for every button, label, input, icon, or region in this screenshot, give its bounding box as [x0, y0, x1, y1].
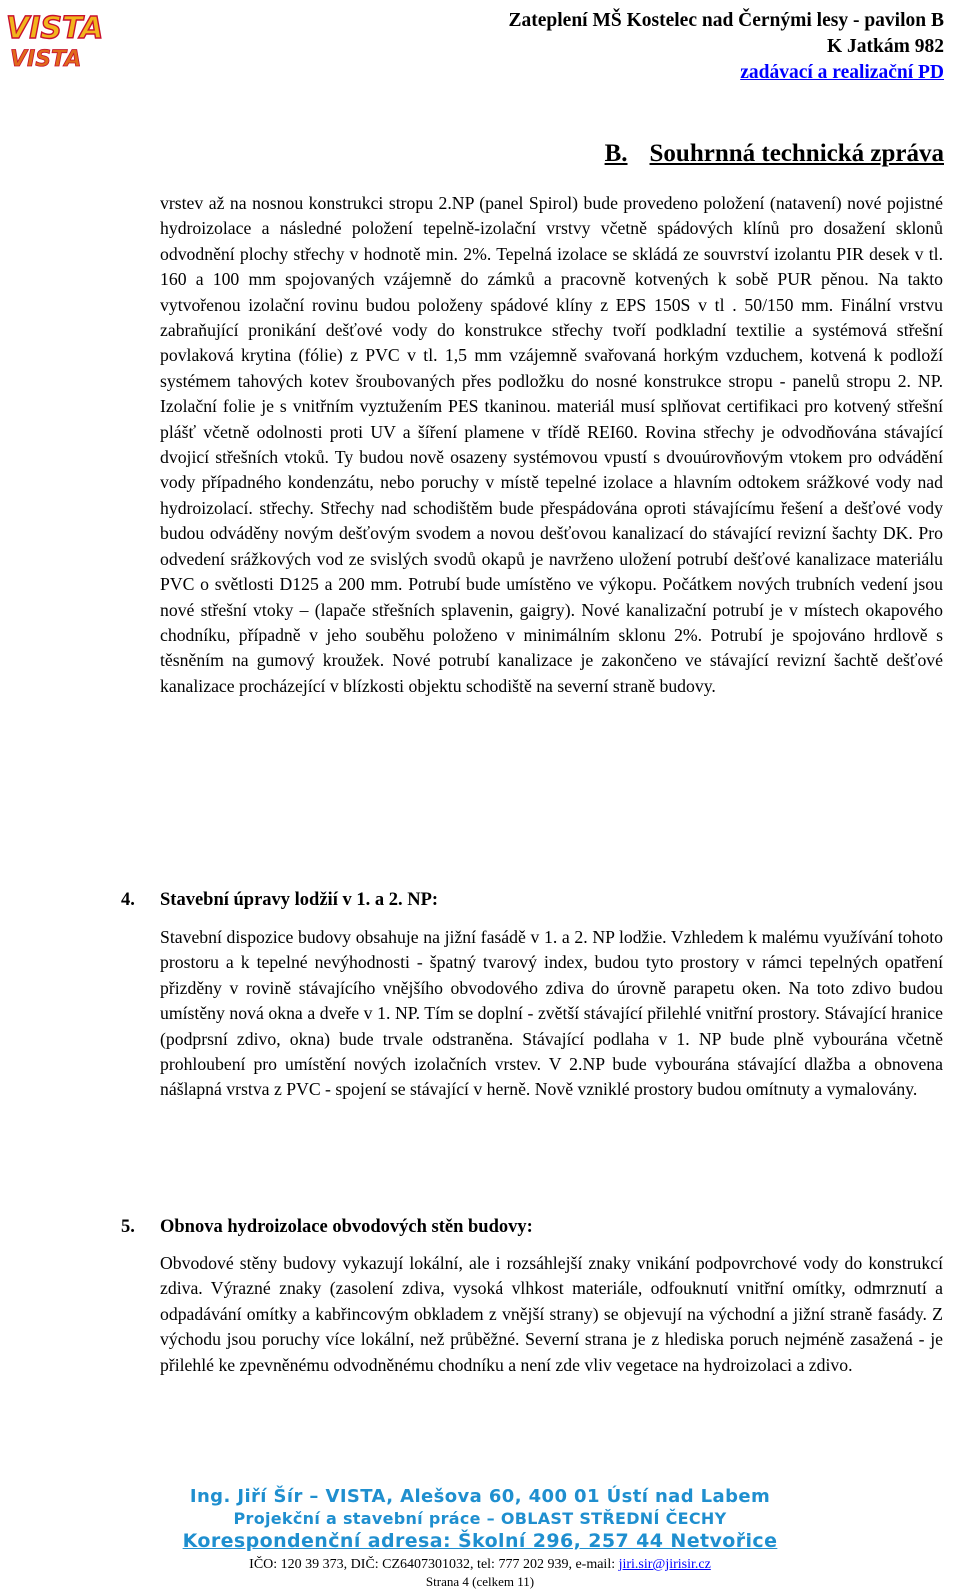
company-logo [4, 4, 104, 74]
section-4-paragraph: Stavební dispozice budovy obsahuje na jižní fasádě v 1. a 2. NP lodžie. Vzhledem k malému využívání tohoto prostoru a k tepelné nevýhodnosti - špatný tvarový index, budou tyto prostory v rámci tepelných opatření přizděny v rovině stávajícího vnějšího obvodového zdiva do úrovně parapetu oken. Na toto zdivo budou umístěny nová okna a dveře v 1. NP. Tím se doplní - zvětší stávající přilehlé vnitřní prostory. Stávající hranice (podprsní zdivo, okna) bude trvale odstraněna. Stávající podlaha v 1. NP bude plně vybourána včetně prohloubení pro umístění nových izolačních vrstev. V 2.NP bude vybourána stávající dlažba a obnovena nášlapná vrstva z PVC - spojení se stávající v herně. Nově vzniklé prostory budou omítnuty a vymalovány. [160, 927, 943, 1100]
footer-correspondence-text: Korespondenční adresa: Školní 296, 257 44 Netvořice [182, 1530, 778, 1552]
section-4-title: Stavební úpravy lodžií v 1. a 2. NP: [160, 890, 439, 910]
footer-contact-line [0, 1557, 960, 1573]
project-address: K Jatkám 982 [827, 36, 944, 57]
intro-paragraph: vrstev až na nosnou konstrukci stropu 2.NP (panel Spirol) bude provedeno položení (natavení) nové pojistné hydroizolace a následné položení tepelně-izolační vrstvy včetně spádových klínů pro dosažení sklonů odvodnění plochy střechy v hodnotě min. 2%. Tepelná izolace se skládá ze souvrství izolantu PIR desek v tl. 160 a 100 mm spojovaných vzájemně do zámků a pracovně kotvených k sobě PUR pěnou. Na takto vytvořenou izolační rovinu budou položeny spádové klíny z EPS 150S v tl . 50/150 mm. Finální vrstvu zabraňující pronikání dešťové vody do konstrukce střechy tvoří podkladní textilie a systémová střešní povlaková krytina (fólie) z PVC v tl. 1,5 mm vzájemně svařovaná horkým vzduchem, kotvená k podloží systémem tahových kotev šroubovaných přes podložku do nosné konstrukce stropu - panelů stropu 2. NP. Izolační folie je s vnitřním vyztužením PES tkaninou. materiál musí splňovat certifikaci pro kotvený střešní plášť včetně odolnosti proti UV a šíření plamene v třídě REI60. Rovina střechy je odvodňována stávající dvojicí střešních vtoků. Ty budou nově osazeny systémovou vpustí s dvouúrovňovým vtokem pro odvádění vody případného kondenzátu, nebo poruchy v místě tepelné izolace a hlavním odtokem srážkové vody nad hydroizolací. střechy. Střechy nad schodištěm bude přespádována oproti stávajícímu řešení a dešťové vody budou odváděny novým dešťovým svodem a novou dešťovou kanalizací do stávající revizní šachty DK. Pro odvedení srážkových vod ze svislých svodů okapů je navrženo uložení potrubí dešťové kanalizace materiálu PVC o světlosti D125 a 200 mm. Potrubí bude umístěno ve výkopu. Počátkem nových trubních vedení jsou nové střešní vtoky – (lapače střešních splavenin, gaigry). Nové kanalizační potrubí je v místech okapového chodníku, případně v jeho souběhu položeno v minimálním sklonu 2%. Potrubí je spojováno hrdlově s těsněním na gumový kroužek. Nové potrubí kanalizace je zakončeno ve stávající revizní šachtě dešťové kanalizace procházející v blízkosti objektu schodiště na severní straně budovy. [160, 193, 943, 696]
project-phase: zadávací a realizační PD [740, 62, 944, 83]
document-header [509, 8, 945, 86]
page-number: Strana 4 (celkem 11) [425, 1574, 535, 1589]
logo-wordmark-top: VISTA [6, 11, 104, 46]
vista-logo-graphic [4, 4, 104, 74]
footer-correspondence-line [0, 1530, 960, 1552]
logo-wordmark-bottom: VISTA [10, 47, 82, 72]
section-5-paragraph: Obvodové stěny budovy vykazují lokální, ale i rozsáhlejší znaky vnikání podpovrchové vody do konstrukcí zdiva. Výrazné znaky (zasolení zdiva, vysoká vlhkost materiále, odfouknutí vnitřní omítky, odmrznutí a odpadávání omítky a kabřincovým obkladem z vnější strany) se objevují na východní a jižní straně fasády. Z východu jsou poruchy více lokální, než průběžné. Severní strana je z hlediska poruch nejméně zasažená - je přilehlé ke zpevněnému odvodněnému chodníku a není zde vliv vegetace na hydroizolaci a zdivo. [160, 1253, 943, 1375]
section-title [605, 140, 944, 168]
footer-contact-text: IČO: 120 39 373, DIČ: CZ6407301032, tel: 777 202 939, e-mail: [249, 1557, 619, 1572]
footer-services-line: Projekční a stavební práce – OBLAST STŘEDNÍ ČECHY [233, 1509, 727, 1528]
section-5-title: Obnova hydroizolace obvodových stěn budovy: [160, 1217, 533, 1237]
footer-email-link[interactable]: jiri.sir@jirisir.cz [618, 1557, 711, 1572]
section-5-number: 5. [121, 1217, 135, 1237]
footer-company-line: Ing. Jiří Šír – VISTA, Alešova 60, 400 01 Ústí nad Labem [189, 1486, 771, 1507]
section-number: B. [604, 140, 628, 167]
section-4-number: 4. [121, 890, 135, 910]
project-title: Zateplení MŠ Kostelec nad Černými lesy - pavilon B [508, 10, 944, 31]
section-title-text: Souhrnná technická zpráva [649, 140, 944, 167]
